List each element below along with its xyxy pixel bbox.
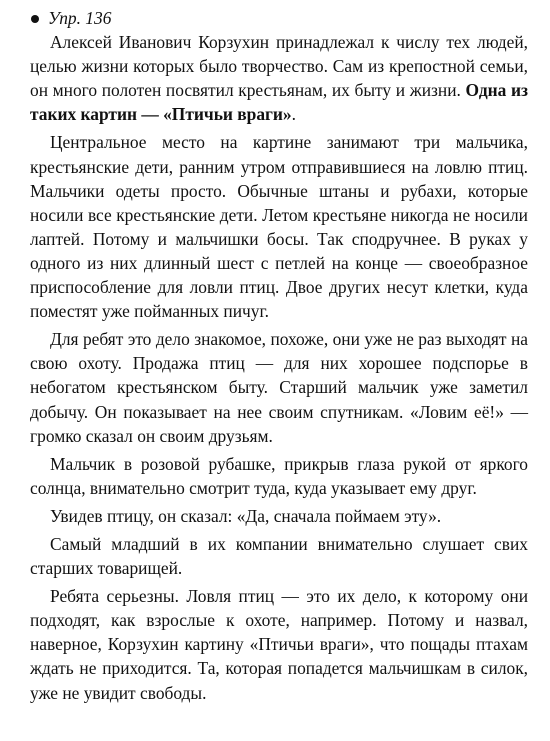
paragraph-1-bold-text: Одна из таких картин — «Птичьи враги»	[30, 80, 529, 125]
paragraph-1-end: .	[291, 104, 296, 125]
exercise-heading	[30, 6, 528, 30]
exercise-label: Упр. 136	[48, 8, 112, 28]
textbook-page	[30, 6, 528, 709]
paragraph-6: Самый младший в их компании внимательно слушает свих старших товарищей.	[30, 533, 528, 579]
paragraph-7: Ребята серьезны. Ловля птиц — это их дело, к которому они подходят, как взрослые к охоте, например. Потому и назвал, наверное, Корзухин картину «Птичьи враги», что пощады птахам ждать не приходится. Та, которая попадется мальчишкам в силок, уже не увидит свободы.	[30, 586, 528, 703]
paragraph-5: Увидев птицу, он сказал: «Да, сначала поймаем эту».	[50, 505, 442, 526]
paragraph-2: Центральное место на картине занимают три мальчика, крестьянские дети, ранним утром отправившиеся на ловлю птиц. Мальчики одеты просто. Обычные штаны и рубахи, которые носили все крестьянские дети. Летом крестьяне никогда не носили лаптей. Потому и мальчишки босы. Так сподручнее. В руках у одного из них длинный шест с петлей на конце — своеобразное приспособление для ловли птиц. Двое других несут клетки, куда поместят уже пойманных пичуг.	[30, 132, 528, 322]
paragraph-3: Для ребят это дело знакомое, похоже, они уже не раз выходят на свою охоту. Продажа птиц — для них хорошее подспорье в небогатом крестьянском быту. Старший мальчик уже заметил добычу. Он показывает на нее своим спутникам. «Ловим её!» — громко сказал он своим друзьям.	[30, 329, 528, 446]
paragraph-4: Мальчик в розовой рубашке, прикрыв глаза рукой от яркого солнца, внимательно смотрит туда, куда указывает ему друг.	[30, 453, 528, 498]
paragraph-1	[30, 30, 528, 126]
bullet-icon	[31, 15, 39, 23]
paragraph-1-text: Алексей Иванович Корзухин принадлежал к числу тех людей, целью жизни которых было творчество. Сам из крепостной семьи, он много полотен посвятил крестьянам, их быту и жизни.	[30, 32, 528, 101]
